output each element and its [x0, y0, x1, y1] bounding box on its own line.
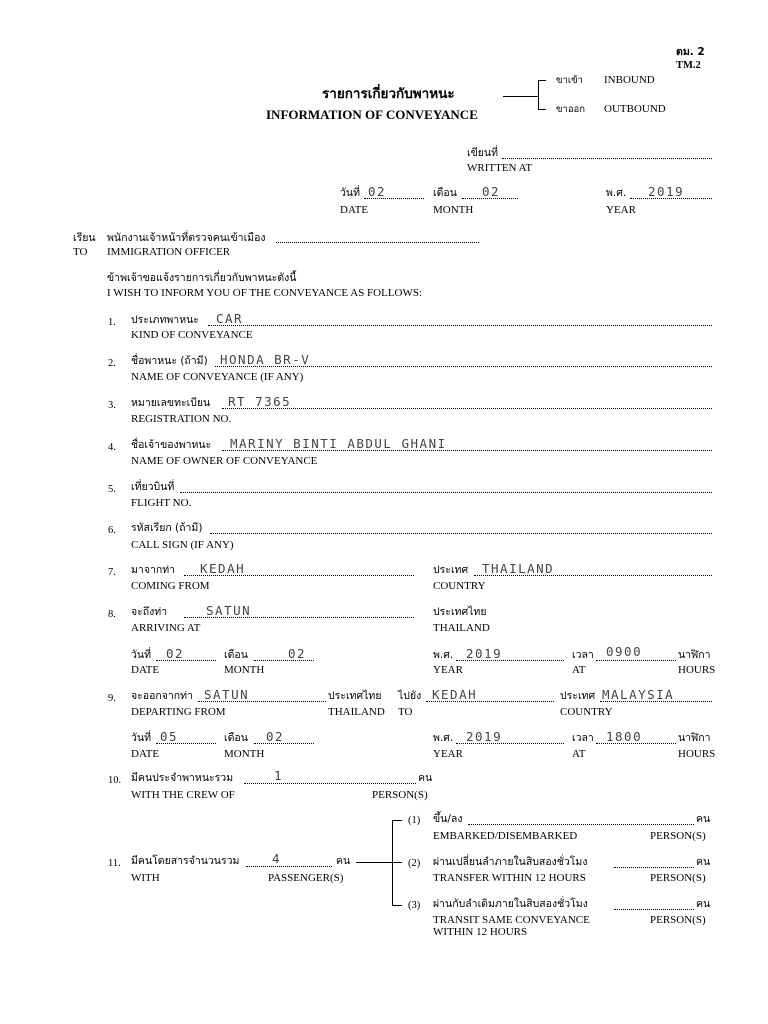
owner-value: MARINY BINTI ABDUL GHANI	[230, 436, 447, 451]
branch-line	[392, 905, 402, 906]
month-en: MONTH	[433, 204, 474, 216]
reg-value: RT 7365	[228, 394, 292, 409]
title-th: รายการเกี่ยวกับพาหนะ	[322, 86, 455, 102]
crew-value: 1	[274, 768, 284, 783]
dep-at-en: AT	[572, 748, 586, 760]
coming-en: COMING FROM	[131, 580, 210, 592]
arr-year-th: พ.ศ.	[433, 649, 454, 661]
name-en: NAME OF CONVEYANCE (IF ANY)	[131, 371, 304, 383]
country-en: COUNTRY	[433, 580, 486, 592]
thailand-th: ประเทศไทย	[433, 606, 487, 618]
call-field[interactable]	[210, 533, 712, 534]
transit-field[interactable]	[614, 909, 694, 910]
crew-person-en: PERSON(S)	[372, 789, 428, 801]
coming-value: KEDAH	[200, 561, 246, 576]
item-number: 5.	[108, 484, 116, 495]
arr-hours-th: นาฬิกา	[678, 649, 711, 661]
year-en: YEAR	[606, 204, 636, 216]
transfer-person-en: PERSON(S)	[650, 872, 706, 884]
year-th: พ.ศ.	[606, 187, 627, 199]
sub-number: (1)	[408, 815, 421, 826]
flight-en: FLIGHT NO.	[131, 497, 192, 509]
pass-en: WITH	[131, 872, 160, 884]
dep-year-th: พ.ศ.	[433, 732, 454, 744]
to-en: TO	[398, 706, 413, 718]
name-value: HONDA BR-V	[220, 352, 311, 367]
kind-field[interactable]	[208, 325, 712, 326]
emb-field[interactable]	[468, 824, 694, 825]
item-number: 3.	[108, 400, 116, 411]
form-code-th: ตม. 2	[676, 46, 705, 58]
arr-month-th: เดือน	[224, 649, 248, 661]
arriving-en: ARRIVING AT	[131, 622, 201, 634]
outbound-en: OUTBOUND	[604, 103, 666, 115]
reg-th: หมายเลขทะเบียน	[131, 397, 211, 409]
dep-at-th: เวลา	[572, 732, 594, 744]
dep-country-value: MALAYSIA	[602, 687, 675, 702]
written-at-th: เขียนที่	[467, 147, 499, 159]
arr-month-en: MONTH	[224, 664, 265, 676]
officer-en: IMMIGRATION OFFICER	[107, 246, 231, 258]
dep-country-en: COUNTRY	[560, 706, 613, 718]
kind-value: CAR	[216, 311, 244, 326]
pass-th: มีคนโดยสารจำนวนรวม	[131, 855, 240, 867]
bracket-line	[538, 80, 539, 110]
form-code-en: TM.2	[676, 60, 701, 71]
item-number: 11.	[108, 858, 121, 869]
intro-en: I WISH TO INFORM YOU OF THE CONVEYANCE AS FOLLOWS:	[107, 287, 423, 299]
crew-en: WITH THE CREW OF	[131, 789, 235, 801]
to-value: KEDAH	[432, 687, 478, 702]
crew-field[interactable]	[244, 783, 416, 784]
call-th: รหัสเรียก (ถ้ามี)	[131, 522, 203, 534]
owner-en: NAME OF OWNER OF CONVEYANCE	[131, 455, 318, 467]
arr-year-en: YEAR	[433, 664, 463, 676]
arr-date-field[interactable]	[156, 660, 216, 661]
item-number: 1.	[108, 317, 116, 328]
month-th: เดือน	[433, 187, 457, 199]
transfer-en: TRANSFER WITHIN 12 HOURS	[433, 872, 586, 884]
thailand-en: THAILAND	[433, 622, 490, 634]
arr-at-th: เวลา	[572, 649, 594, 661]
dep-month-value: 02	[266, 729, 285, 744]
flight-th: เที่ยวบินที่	[131, 481, 175, 493]
pass-person-th: คน	[336, 855, 351, 867]
coming-country-value: THAILAND	[482, 561, 555, 576]
transit-person-th: คน	[696, 898, 711, 910]
inbound-en: INBOUND	[604, 74, 655, 86]
branch-line	[392, 862, 402, 863]
item-number: 6.	[108, 525, 116, 536]
dep-year-en: YEAR	[433, 748, 463, 760]
year-value: 2019	[648, 184, 685, 199]
dep-date-th: วันที่	[131, 732, 151, 744]
sub-number: (2)	[408, 858, 421, 869]
branch-line	[356, 862, 392, 863]
dep-thailand-th: ประเทศไทย	[328, 690, 382, 702]
arr-year-value: 2019	[466, 646, 503, 661]
sub-number: (3)	[408, 900, 421, 911]
coming-th: มาจากท่า	[131, 564, 176, 576]
call-en: CALL SIGN (IF ANY)	[131, 539, 234, 551]
to-en: TO	[73, 246, 88, 258]
month-value: 02	[482, 184, 501, 199]
arr-at-en: AT	[572, 664, 586, 676]
outbound-th: ขาออก	[556, 104, 585, 115]
country-th: ประเทศ	[433, 564, 469, 576]
item-number: 10.	[108, 775, 122, 786]
flight-field[interactable]	[180, 492, 712, 493]
owner-th: ชื่อเจ้าของพาหนะ	[131, 439, 212, 451]
title-en: INFORMATION OF CONVEYANCE	[266, 107, 478, 122]
bracket-line	[538, 109, 546, 110]
arr-date-th: วันที่	[131, 649, 151, 661]
departing-value: SATUN	[204, 687, 250, 702]
item-number: 4.	[108, 442, 116, 453]
pass-value: 4	[272, 851, 282, 866]
arr-time-field[interactable]	[596, 660, 676, 661]
departing-en: DEPARTING FROM	[131, 706, 226, 718]
bracket-line	[503, 96, 538, 97]
officer-th: พนักงานเจ้าหน้าที่ตรวจคนเข้าเมือง	[107, 232, 266, 244]
transit-en: TRANSIT SAME CONVEYANCE	[433, 914, 590, 926]
reg-en: REGISTRATION NO.	[131, 413, 232, 425]
transit-en-2: WITHIN 12 HOURS	[433, 926, 528, 938]
transfer-field[interactable]	[614, 867, 694, 868]
written-at-field[interactable]	[502, 158, 712, 159]
arr-hours-en: HOURS	[678, 664, 716, 676]
dep-year-value: 2019	[466, 729, 503, 744]
dep-hours-en: HOURS	[678, 748, 716, 760]
inbound-th: ขาเข้า	[556, 75, 583, 86]
emb-th: ขึ้น/ลง	[433, 813, 463, 825]
item-number: 8.	[108, 609, 116, 620]
branch-line	[392, 820, 393, 906]
arr-date-value: 02	[166, 646, 185, 661]
transit-person-en: PERSON(S)	[650, 914, 706, 926]
dep-time-value: 1800	[606, 729, 643, 744]
bracket-line	[538, 80, 546, 81]
departing-th: จะออกจากท่า	[131, 690, 193, 702]
arr-month-value: 02	[288, 646, 307, 661]
transfer-th: ผ่านเปลี่ยนลำภายในสิบสองชั่วโมง	[433, 856, 588, 868]
crew-person-th: คน	[418, 772, 433, 784]
to-th: ไปยัง	[398, 690, 422, 702]
dep-country-th: ประเทศ	[560, 690, 596, 702]
pass-field[interactable]	[246, 866, 332, 867]
arriving-value: SATUN	[206, 603, 252, 618]
written-at-en: WRITTEN AT	[467, 162, 533, 174]
reg-field[interactable]	[222, 408, 712, 409]
dep-hours-th: นาฬิกา	[678, 732, 711, 744]
arriving-th: จะถึงท่า	[131, 606, 168, 618]
arr-date-en: DATE	[131, 664, 160, 676]
item-number: 2.	[108, 358, 116, 369]
pass-unit-en: PASSENGER(S)	[268, 872, 344, 884]
to-th: เรียน	[73, 232, 96, 244]
emb-person-th: คน	[696, 813, 711, 825]
dep-date-en: DATE	[131, 748, 160, 760]
date-th: วันที่	[340, 187, 360, 199]
transit-th: ผ่านกับลำเดิมภายในสิบสองชั่วโมง	[433, 898, 588, 910]
transfer-person-th: คน	[696, 856, 711, 868]
officer-field[interactable]	[276, 242, 479, 243]
dep-thailand-en: THAILAND	[328, 706, 385, 718]
dep-month-en: MONTH	[224, 748, 265, 760]
dep-date-value: 05	[160, 729, 179, 744]
crew-th: มีคนประจำพาหนะรวม	[131, 772, 234, 784]
branch-line	[392, 820, 402, 821]
dep-month-th: เดือน	[224, 732, 248, 744]
emb-en: EMBARKED/DISEMBARKED	[433, 830, 578, 842]
date-en: DATE	[340, 204, 369, 216]
emb-person-en: PERSON(S)	[650, 830, 706, 842]
item-number: 9.	[108, 693, 116, 704]
intro-th: ข้าพเจ้าขอแจ้งรายการเกี่ยวกับพาหนะดังนี้	[107, 272, 297, 284]
name-th: ชื่อพาหนะ (ถ้ามี)	[131, 355, 208, 367]
kind-th: ประเภทพาหนะ	[131, 314, 199, 326]
item-number: 7.	[108, 567, 116, 578]
arr-time-value: 0900	[606, 644, 643, 659]
date-value: 02	[368, 184, 387, 199]
kind-en: KIND OF CONVEYANCE	[131, 329, 253, 341]
